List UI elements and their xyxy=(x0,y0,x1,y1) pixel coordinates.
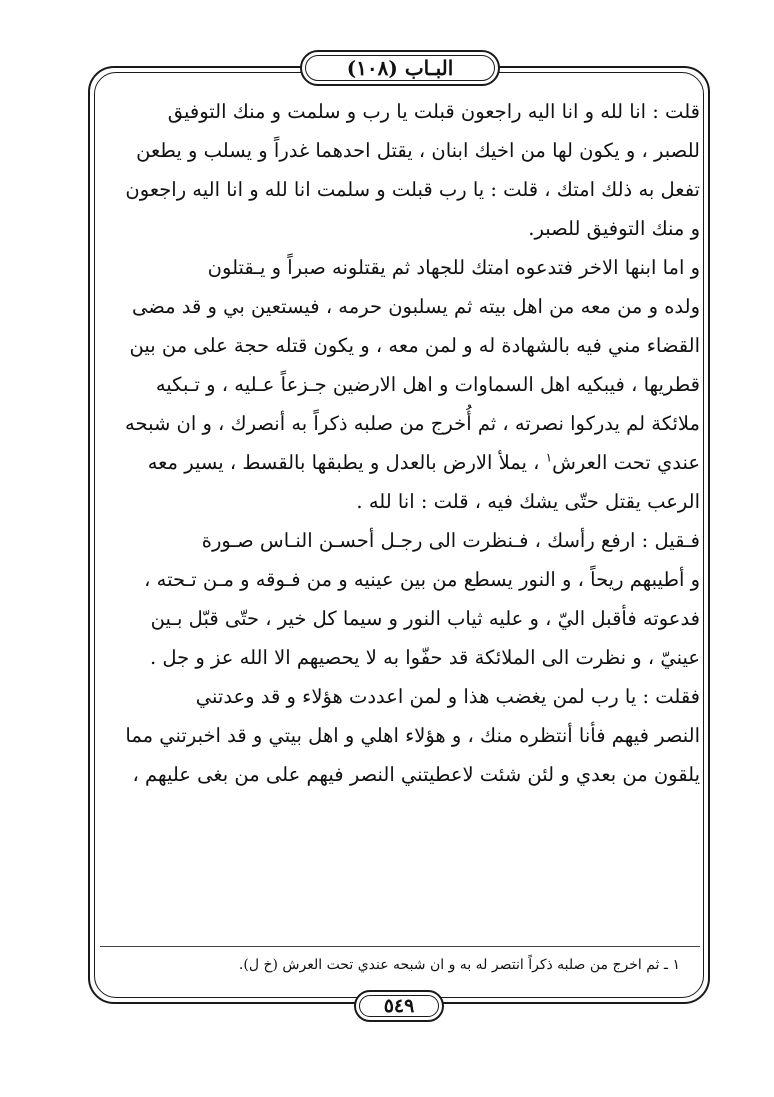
text-line-3: تفعل به ذلك امتك ، قلت : يا رب قبلت و سلمت انا لله و انا اليه راجعون xyxy=(125,178,700,201)
page-number-text: ٥٤٩ xyxy=(383,995,415,1017)
text-line-17: النصر فيهم فأنا أنتظره منك ، و هؤلاء اهلي و اهل بيتي و قد اخبرتني مما xyxy=(125,724,700,747)
text-line-12: فـقيل : ارفع رأسك ، فـنظرت الى رجـل أحسـن النـاس صـورة xyxy=(201,529,700,552)
body-text xyxy=(100,92,700,794)
text-line-9: ملائكة لم يدركوا نصرته ، ثم أُخرج من صلبه ذكراً به أنصرك ، و ان شبحه xyxy=(125,412,700,435)
footnote-marker: ١ xyxy=(545,450,553,465)
text-line-13: و أطيبهم ريحاً ، و النور يسطع من بين عينيه و من فـوقه و مـن تـحته ، xyxy=(144,568,700,591)
footnote-text: ١ ـ ثم اخرج من صلبه ذكراً انتصر له به و ان شبحه عندي تحت العرش (خ ل). xyxy=(238,957,680,973)
footnote xyxy=(110,954,680,976)
text-line-10 xyxy=(100,443,700,482)
text-line-15: عينيّ ، و نظرت الى الملائكة قد حفّوا به لا يحصيهم الا الله عز و جل . xyxy=(150,646,700,669)
page-number xyxy=(354,990,444,1022)
text-line-14: فدعوته فأقبل اليّ ، و عليه ثياب النور و سيما كل خير ، حتّى قبّل بـين xyxy=(150,607,700,630)
text-line-18: يلقون من بعدي و لئن شئت لاعطيتني النصر فيهم على من بغى عليهم ، xyxy=(132,763,700,786)
text-line-1: قلت : انا لله و انا اليه راجعون قبلت يا رب و سلمت و منك التوفيق xyxy=(167,100,700,123)
footnote-divider xyxy=(100,946,700,947)
text-line-11: الرعب يقتل حتّى يشك فيه ، قلت : انا لله . xyxy=(356,490,700,513)
text-line-5: و اما ابنها الاخر فتدعوه امتك للجهاد ثم يقتلونه صبراً و يـقتلون xyxy=(207,256,700,279)
text-line-7: القضاء مني فيه بالشهادة له و لمن معه ، و يكون قتله حجة على من بين xyxy=(129,334,700,357)
chapter-heading-text: البـاب (١٠٨) xyxy=(346,56,454,80)
text-line-2: للصبر ، و يكون لها من اخيك ابنان ، يقتل احدهما غدراً و يسلب و يطعن xyxy=(136,139,700,162)
text-line-6: ولده و من معه من اهل بيته ثم يسلبون حرمه ، فيستعين بي و قد مضى xyxy=(131,295,700,318)
text-line-10-content: عندي تحت العرش$^١$ ، يملأ الارض بالعدل و يطبقها بالقسط ، يسير معه xyxy=(147,450,700,474)
chapter-heading xyxy=(300,50,500,86)
text-line-8: قطريها ، فيبكيه اهل السماوات و اهل الارضين جـزعاً عـليه ، و تـبكيه xyxy=(155,373,700,396)
text-line-4: و منك التوفيق للصبر. xyxy=(528,217,700,240)
text-line-16: فقلت : يا رب لمن يغضب هذا و لمن اعددت هؤلاء و قد وعدتني xyxy=(195,685,700,708)
